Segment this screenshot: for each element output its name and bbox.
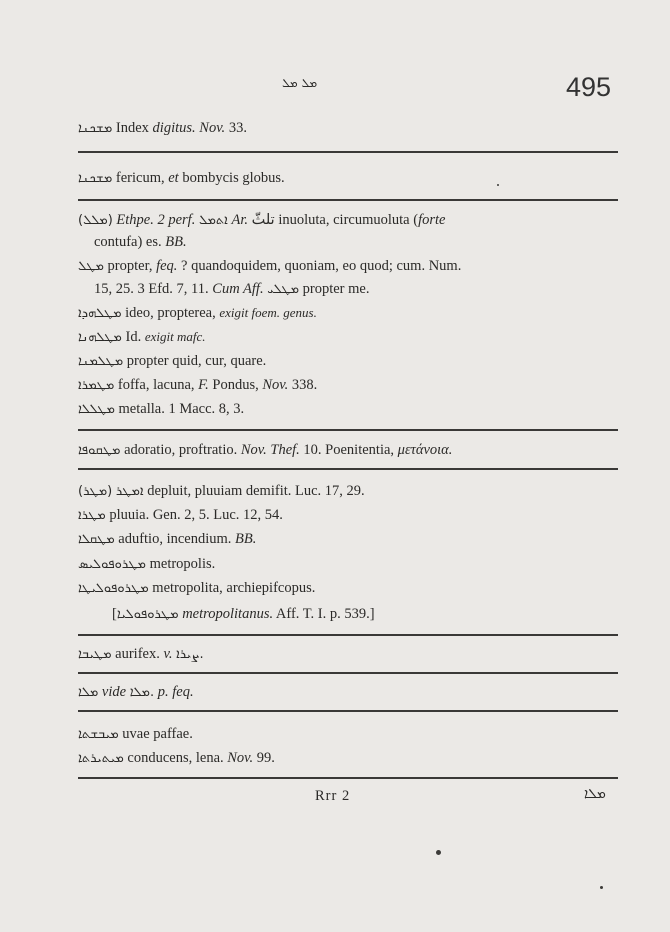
divider-1 [78,151,618,153]
syriac-root: (ܡܛܪ) [78,484,113,499]
syriac-crossref: ܡܠܐ. [129,685,155,700]
syriac-form: ܡܛܠܝ [267,282,300,297]
running-head-syriac: ܡܠ ܡܠ [282,76,318,90]
source-bb: BB. [235,531,257,547]
definition: propter, [107,258,157,274]
definition: propter quid, cur, quare. [126,353,267,369]
reference-num: 338. [288,377,318,393]
definition: ideo, propterea, [125,305,220,321]
greek-word: μετάνοια. [397,442,453,458]
syriac-headword: ܡܛܠܡܢܐ [78,354,124,369]
signature-mark: Rrr 2 [315,788,351,804]
definition: Index [115,120,153,136]
definition-tail: bombycis globus. [178,170,285,186]
source-bb: BB. [165,234,187,250]
definition: conducens, lena. [127,750,228,766]
syriac-headword: ܡܛܪܘܦܘܠܝܣ [78,557,146,572]
syriac-headword: ܡܝܒܫܬܐ [78,727,119,742]
entry-15 [78,580,315,597]
arabic-word: تلثّ [251,212,275,228]
reference-num: 99. [253,750,275,766]
entry-4-line-1 [78,258,461,275]
entry-20 [78,750,275,767]
definition: aduftio, incendium. [118,531,236,547]
syriac-headword: ܡܛܠܗܢܐ [78,330,122,345]
syriac-headword: ܡܠܐ [78,685,99,700]
entry-17 [78,646,204,663]
syriac-headword: ܡܛܪܐ [78,508,106,523]
abbrev-v: v. [163,646,173,662]
entry-10 [78,442,452,459]
definition: propter me. [302,281,370,297]
entry-2 [78,170,285,187]
entry-13 [78,531,256,548]
entry-3-line-1 [78,212,445,229]
nov: Nov. [227,750,254,766]
syriac-headword: ܡܛܪܘܦܘܠܝܐ [116,607,179,622]
definition: metropolis. [149,556,216,572]
entry-4-line-2 [94,281,369,298]
divider-3 [78,429,618,431]
syriac-headword: ܡܛܝܒܐ [78,647,112,662]
definition-cont: contufa) es. [94,234,162,250]
definition: fericum, [115,170,169,186]
entry-7 [78,353,266,370]
syriac-headword: ܡܛܪܘܦܘܠܝܛܐ [78,581,149,596]
divider-2 [78,199,618,201]
syriac-crossref: ܨܝܪܐ. [176,647,204,662]
definition-italic: metropolitanus. [182,606,274,622]
definition-cont: 10. Poenitentia, [299,442,398,458]
definition: pluuia. Gen. 2, 5. Luc. 12, 54. [109,507,283,523]
syriac-headword: ܡܝܬܝܪܬܐ [78,751,124,766]
syriac-root: (ܡܠܠ) [78,213,113,228]
nov: Nov. [262,377,289,393]
conjunction: et [168,170,179,186]
entry-1 [78,120,247,137]
definition: adoratio, proftratio. [124,442,241,458]
abbrev-f: F. [198,377,209,393]
entry-19 [78,726,193,743]
syriac-headword: ܡܛܠܠܐ [78,402,115,417]
catchword: ܡܠܐ [584,786,606,802]
entry-9 [78,401,244,418]
nov-thef: Nov. Thef. [240,442,300,458]
entry-18 [78,684,194,701]
reference: Aff. T. I. p. 539.] [273,606,375,622]
divider-6 [78,672,618,674]
definition-cont: Pondus, [208,377,263,393]
feq: feq. [156,258,178,274]
entry-12 [78,507,283,524]
cum-aff: Cum Aff. [212,281,264,297]
entry-3-line-2 [94,234,187,251]
entry-5 [78,305,317,322]
reference: 33. [225,120,247,136]
definition: aurifex. [115,646,164,662]
page-number: 495 [566,72,612,102]
syriac-form: ܐܬܡܠ [198,213,228,228]
entry-16 [112,606,375,623]
feq: p. feq. [157,684,194,700]
grammar-note: exigit mafc. [144,329,206,344]
ink-speck [600,886,603,889]
forte-word: forte [418,212,446,228]
syriac-form: ܐܡܛܪ [115,484,144,499]
bracket-open: [ [112,606,117,622]
syriac-headword: ܡܛܩܘܦܐ [78,443,121,458]
grammar-note: Ethpe. 2 perf. [116,212,196,228]
divider-7 [78,710,618,712]
entry-6 [78,329,206,346]
reference: 15, 25. 3 Efd. 7, 11. [94,281,209,297]
divider-5 [78,634,618,636]
divider-4 [78,468,618,470]
definition: metropolita, archiepifcopus. [152,580,316,596]
syriac-headword: ܡܛܠ [78,259,104,274]
entry-8 [78,377,317,394]
ink-speck [436,850,441,855]
grammar-note: exigit foem. genus. [219,305,317,320]
entry-14 [78,556,215,573]
arabic-abbrev: Ar. [231,212,248,228]
vide: vide [101,684,127,700]
definition-cont: ? quandoquidem, quoniam, eo quod; cum. Num. [177,258,462,274]
definition-italic: digitus. Nov. [152,120,226,136]
definition: inuoluta, circumuoluta ( [278,212,419,228]
syriac-headword: ܡܫܟܢܐ [78,171,113,186]
ink-speck [497,184,499,186]
syriac-headword: ܡܛܠܗܕܐ [78,306,122,321]
syriac-headword: ܡܫܟܢܐ [78,121,113,136]
definition: metalla. 1 Macc. 8, 3. [118,401,245,417]
definition: uvae paffae. [122,726,193,742]
entry-11 [78,483,365,500]
definition: depluit, pluuiam demifit. Luc. 17, 29. [147,483,365,499]
definition: Id. [125,329,145,345]
syriac-headword: ܡܛܩܠܐ [78,532,115,547]
syriac-headword: ܡܛܡܪܐ [78,378,115,393]
definition: foffa, lacuna, [117,377,199,393]
divider-8 [78,777,618,779]
